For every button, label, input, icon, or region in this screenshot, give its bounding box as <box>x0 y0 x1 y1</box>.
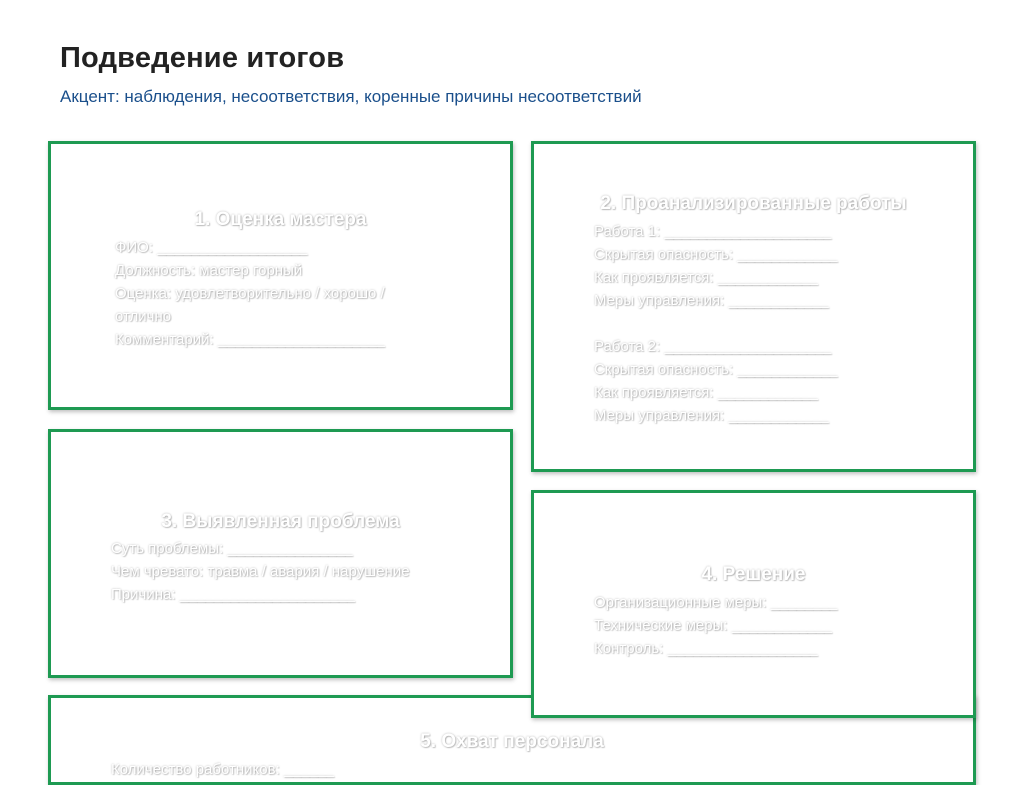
box1-line: отлично <box>115 308 172 325</box>
box2-line: Меры управления: ____________ <box>594 407 829 424</box>
box3-line: Причина: _____________________ <box>111 586 355 603</box>
box2-line: Работа 1: ____________________ <box>594 223 832 240</box>
box3-line: Суть проблемы: _______________ <box>111 540 353 557</box>
box-solution-title: 4. Решение <box>701 564 806 585</box>
box3-line: Чем чревато: травма / авария / нарушение <box>111 563 410 580</box>
box1-line: Оценка: удовлетворительно / хорошо / <box>115 285 385 302</box>
box5-line: Количество работников: ______ <box>111 761 334 778</box>
box1-line: Должность: мастер горный <box>115 262 303 279</box>
box4-line: Технические меры: ____________ <box>594 617 832 634</box>
box4-line: Контроль: __________________ <box>594 640 818 657</box>
box2-line: Работа 2: ____________________ <box>594 338 832 355</box>
box-identified-problem <box>48 429 513 678</box>
box2-line: Как проявляется: ____________ <box>594 269 818 286</box>
box1-line: ФИО: __________________ <box>115 239 308 256</box>
box1-line: Комментарий: ____________________ <box>115 331 385 348</box>
box-identified-problem-title: 3. Выявленная проблема <box>161 511 400 532</box>
page-subtitle: Акцент: наблюдения, несоответствия, коренные причины несоответствий <box>60 87 642 106</box>
box2-line: Как проявляется: ____________ <box>594 384 818 401</box>
box-master-assessment-title: 1. Оценка мастера <box>194 209 367 230</box>
box4-line: Организационные меры: ________ <box>594 594 838 611</box>
box2-line: Меры управления: ____________ <box>594 292 829 309</box>
box-analyzed-works <box>531 141 976 472</box>
box-analyzed-works-title: 2. Проанализированные работы <box>600 193 907 214</box>
box2-line: Скрытая опасность: ____________ <box>594 361 838 378</box>
box-solution <box>531 490 976 718</box>
box2-line: Скрытая опасность: ____________ <box>594 246 838 263</box>
page-title: Подведение итогов <box>60 42 345 74</box>
box-master-assessment <box>48 141 513 410</box>
box-staff-coverage-title: 5. Охват персонала <box>420 731 604 752</box>
